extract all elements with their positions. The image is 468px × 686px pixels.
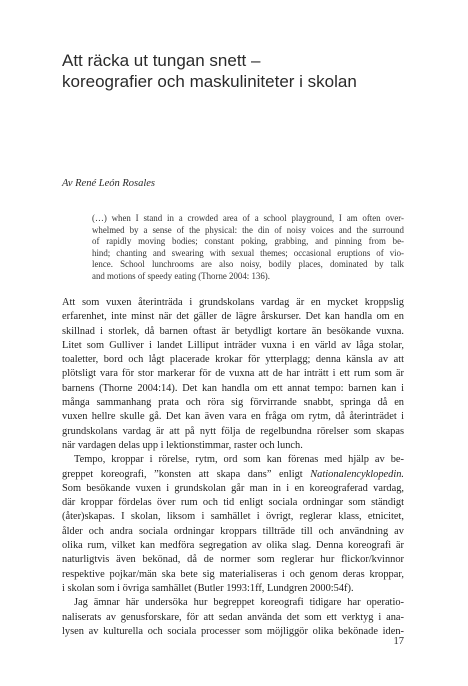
paragraph-1 — [62, 296, 404, 453]
chapter-title-line-2: koreografier och maskuliniteter i skolan — [62, 72, 357, 91]
quote-line: of rapidly moving bodies; constant poking, grabbing, and pinning from be- — [92, 236, 404, 247]
encyclopedia-reference: Nationalencyklopedin. — [310, 468, 404, 480]
body-line: i skolan som i övriga samhället (Butler 1993:1ff, Lundgren 2000:54f). — [62, 582, 354, 594]
body-line: grundskolans vardag är att på nytt följa de regelbundna rörelser som skapas — [62, 425, 404, 437]
body-line-text: greppet koreografi, ”konsten att skapa dans” enligt — [62, 468, 311, 480]
body-line: Som besökande vuxen i grundskolan går man in i en koreograferad vardag, — [62, 482, 404, 494]
body-line: Jag ämnar här undersöka hur begreppet koreografi tidigare har operatio- — [74, 597, 404, 609]
body-line: olika rum, vilket kan medföra segregation av olika slag. Denna koreografi är — [62, 540, 404, 552]
body-line: lysen av kulturella och sociala processer som möjliggör olika bekönade iden- — [62, 625, 404, 637]
chapter-title-line-1: Att räcka ut tungan snett – — [62, 51, 261, 70]
body-line: (åter)skapas. I skolan, liksom i samhället i övrigt, reglerar klass, etnicitet, — [62, 511, 404, 523]
quote-line: whelmed by a sense of the physical: the din of noisy voices and the surround — [92, 224, 404, 235]
page-number: 17 — [393, 636, 404, 647]
quote-line: lence. School lunchrooms are also noisy, bodily places, dominated by talk — [92, 259, 404, 270]
body-line: skillnad i storlek, då barnen oftast är betydligt kortare än besökande vuxna. — [62, 325, 404, 337]
quote-line: and motions of speedy eating (Thorne 2004: 136). — [92, 270, 270, 281]
chapter-title — [62, 50, 422, 92]
body-line: toaletter, bord och lågt placerade krokar för ytterplagg; denna känsla av att — [62, 354, 404, 366]
quote-line: (…) when I stand in a crowded area of a school playground, I am often over- — [92, 213, 404, 223]
paragraph-2 — [62, 453, 404, 596]
body-line: när vardagen delas upp i lektionstimmar, raster och lunch. — [62, 439, 303, 451]
body-line: där kroppar fördelas över rum och tid enligt sociala ordningar som ständigt — [62, 497, 404, 509]
body-line: naturligtvis även bekönad, då de normer som reglerar hur flickor/kvinnor — [62, 554, 404, 566]
body-line: Tempo, kroppar i rörelse, rytm, ord som kan förenas med hjälp av be- — [74, 454, 404, 466]
body-line: ålder och andra sociala ordningar kroppars tillträde till och användning av — [62, 525, 404, 537]
body-line: plötsligt vara för stor markerar för de vuxna att de har inträtt i ett rum som är — [62, 368, 404, 380]
body-text — [62, 296, 404, 639]
body-line: barnens (Thorne 2004:14). Det kan handla om ett annat tempo: barnen kan i — [62, 382, 404, 394]
body-line: naliserats av genusforskare, för att sedan använda det som ett verktyg i ana- — [62, 611, 404, 623]
body-line — [62, 468, 404, 482]
body-line: många sammanhang prata och röra sig förvirrande snabbt, springa då en — [62, 397, 404, 409]
body-line: respektive pojkar/män ska bete sig materialiseras i och genom deras kroppar, — [62, 568, 404, 580]
body-line: Litet som Gulliver i landet Lilliput inträder vuxna i en värld av låga stolar, — [62, 339, 404, 351]
author-byline: Av René León Rosales — [62, 178, 156, 189]
body-line: vuxen hellre skulle gå. Det kan även vara en fråga om rytm, då återinträdet i — [62, 411, 404, 423]
quote-line: hind; chanting and swearing with sexual themes; occasional eruptions of vio- — [92, 247, 404, 258]
epigraph-quote — [92, 213, 404, 283]
body-line: erfarenhet, inte minst när det gäller de lägre årskurser. Det kan handla om en — [62, 311, 404, 323]
paragraph-3 — [62, 596, 404, 639]
body-line: Att som vuxen återinträda i grundskolans vardag är en mycket kroppslig — [62, 297, 404, 308]
